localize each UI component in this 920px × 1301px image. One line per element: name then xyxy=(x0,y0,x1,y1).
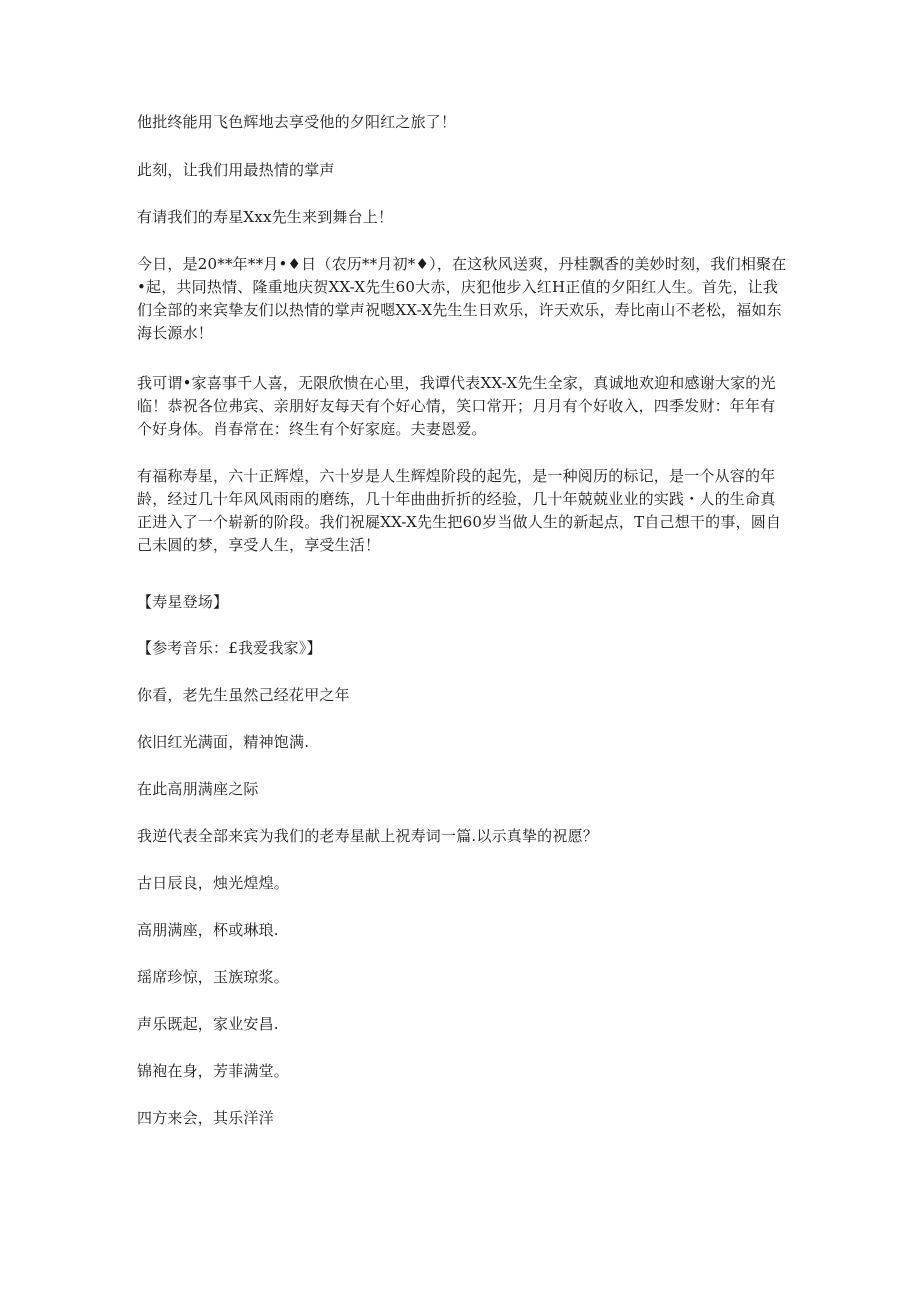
poem-line-4: 声乐既起，家业安昌. xyxy=(137,1015,279,1033)
paragraph-3: 有请我们的寿星Xxx先生来到舞台上！ xyxy=(137,208,394,226)
paragraph-5: 我可谓•家喜事千人喜，无限欣愦在心里，我谭代表XX-X先生全家，真诚地欢迎和感谢大家的光临！恭祝各位弗宾、亲朋好友每天有个好心情，笑口常开；月月有个好收入，四季发财：年年有个好身体。肖春常在：终生有个好家庭。夫妻恩爱。 xyxy=(137,374,776,438)
poem-line-2: 高朋满座，杯或琳琅. xyxy=(137,921,279,939)
paragraph-1: 他批终能用飞色辉地去享受他的夕阳红之旅了！ xyxy=(137,113,457,131)
paragraph-9: 你看，老先生虽然己经花甲之年 xyxy=(137,686,350,704)
paragraph-2: 此刻，让我们用最热情的掌声 xyxy=(137,161,335,179)
paragraph-12: 我逆代表全部来宾为我们的老寿星献上祝寿词一篇.以示真挚的祝愿？ xyxy=(137,827,598,845)
poem-line-3: 瑶席珍惊，玉族琼浆。 xyxy=(137,968,290,986)
poem-line-1: 古日辰良，烛光煌煌。 xyxy=(137,874,290,892)
paragraph-6: 有福称寿星，六十正辉煌，六十岁是人生辉煌阶段的起先，是一种阅历的标记，是一个从容的年龄，经过几十年风风雨雨的磨练，几十年曲曲折折的经验，几十年兢兢业业的实践・人的生命真正进入了一个崭新的阶段。我们祝屣XX-X先生把60岁当做人生的新起点，T自己想干的事，圆自己未圆的梦，享受人生，享受生活！ xyxy=(137,467,782,554)
poem-line-5: 锦袍在身，芳菲满堂。 xyxy=(137,1062,290,1080)
paragraph-10: 依旧红光满面，精神饱满. xyxy=(137,733,310,751)
music-reference: 【参考音乐：£我爱我家》】 xyxy=(137,639,322,657)
section-heading-entrance: 【寿星登场】 xyxy=(137,593,229,611)
poem-line-6: 四方来会，其乐洋洋 xyxy=(137,1109,274,1127)
paragraph-4: 今日，是20**年**月•♦日（农历**月初*♦），在这秋风送爽，丹桂飘香的美妙时刻，我们相聚在•起，共同热情、隆重地庆贺XX-X先生60大赤，庆犯他步入红H正值的夕阳红人生。首先，让我们全部的来宾挚友们以热情的掌声祝嗯XX-X先生生日欢乐，许天欢乐，寿比南山不老松，福如东海长源水！ xyxy=(137,255,787,342)
paragraph-11: 在此高朋满座之际 xyxy=(137,780,259,798)
